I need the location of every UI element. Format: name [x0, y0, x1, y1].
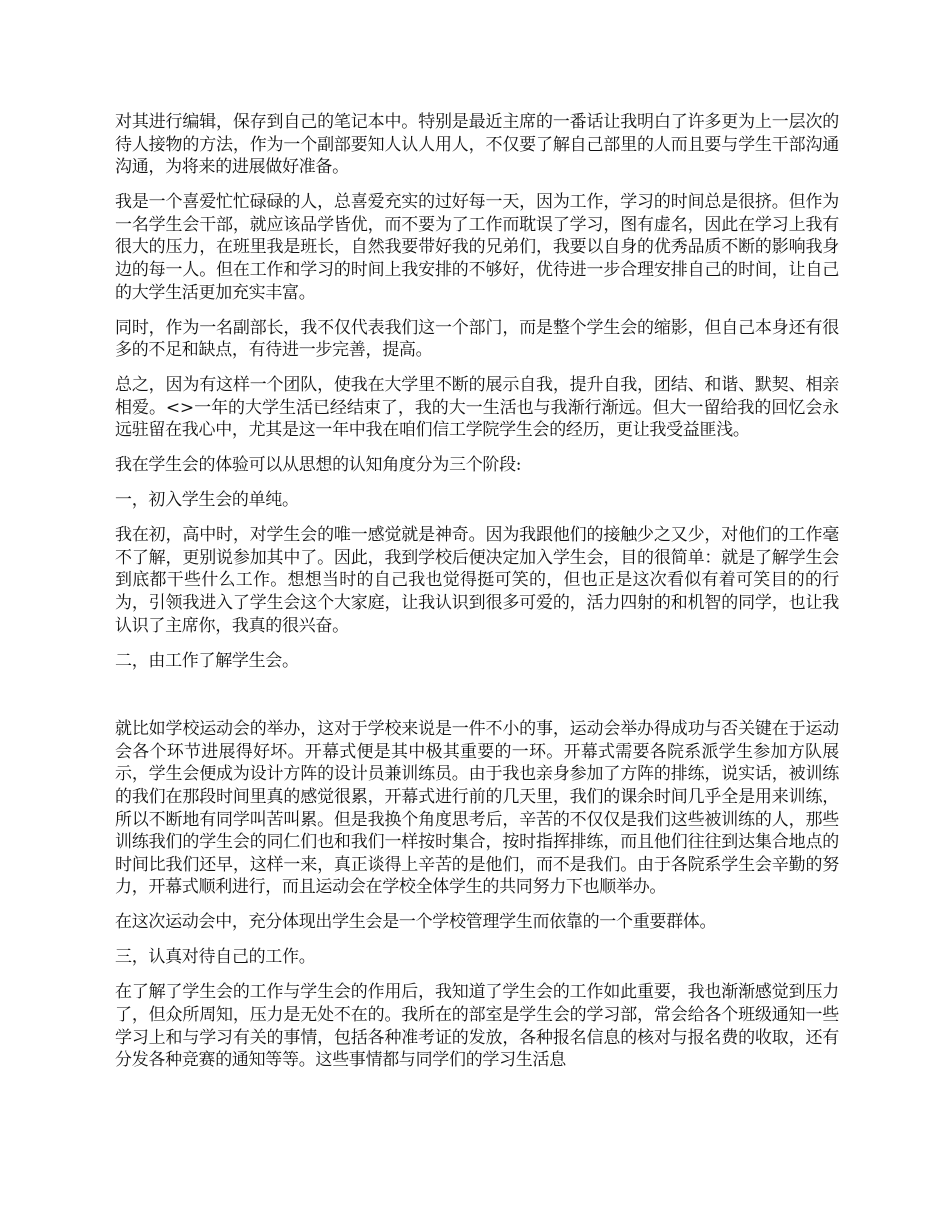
paragraph-7: 我在初，高中时，对学生会的唯一感觉就是神奇。因为我跟他们的接触少之又少，对他们的工作毫不了解，更别说参加其中了。因此，我到学校后便决定加入学生会，目的很简单：就是了解学生会到底都干些什么工作。想想当时的自己我也觉得挺可笑的，但也正是这次看似有着可笑目的的行为，引领我进入了学生会这个大家庭，让我认识到很多可爱的，活力四射的和机智的同学，也让我认识了主席你，我真的很兴奋。	[115, 525, 839, 636]
paragraph-10: 在这次运动会中，充分体现出学生会是一个学校管理学生而依靠的一个重要群体。	[115, 912, 717, 933]
paragraph-4: 总之，因为有这样一个团队，使我在大学里不断的展示自我，提升自我，团结、和谐、默契、相亲相爱。<>一年的大学生活已经结束了，我的大一生活也与我渐行渐远。但大一留给我的回忆会永远驻留在我心中，尤其是这一年中我在咱们信工学院学生会的经历，更让我受益匪浅。	[115, 375, 839, 441]
paragraph-3: 同时，作为一名副部长，我不仅代表我们这一个部门，而是整个学生会的缩影，但自己本身还有很多的不足和缺点，有待进一步完善，提高。	[115, 317, 839, 361]
document-page	[115, 111, 839, 1084]
paragraph-2: 我是一个喜爱忙忙碌碌的人，总喜爱充实的过好每一天，因为工作，学习的时间总是很挤。但作为一名学生会干部，就应该品学皆优，而不要为了工作而耽误了学习，图有虚名，因此在学习上我有很大的压力，在班里我是班长，自然我要带好我的兄弟们，我要以自身的优秀品质不断的影响我身边的每一人。但在工作和学习的时间上我安排的不够好，优待进一步合理安排自己的时间，让自己的大学生活更加充实丰富。	[115, 192, 839, 303]
section-heading-3: 三，认真对待自己的工作。	[115, 947, 316, 968]
paragraph-1: 对其进行编辑，保存到自己的笔记本中。特别是最近主席的一番话让我明白了许多更为上一层次的待人接物的方法，作为一个副部要知人认人用人，不仅要了解自己部里的人而且要与学生干部沟通沟通，为将来的进展做好准备。	[115, 112, 839, 178]
paragraph-12: 在了解了学生会的工作与学生会的作用后，我知道了学生会的工作如此重要，我也渐渐感觉到压力了，但众所周知，压力是无处不在的。我所在的部室是学生会的学习部，常会给各个班级通知一些学习上和与学习有关的事情，包括各种准考证的发放，各种报名信息的核对与报名费的收取，还有分发各种竞赛的通知等等。这些事情都与同学们的学习生活息	[115, 982, 839, 1071]
paragraph-5: 我在学生会的体验可以从思想的认知角度分为三个阶段:	[115, 455, 522, 476]
section-heading-1: 一，初入学生会的单纯。	[115, 490, 299, 511]
paragraph-9: 就比如学校运动会的举办，这对于学校来说是一件不小的事，运动会举办得成功与否关键在于运动会各个环节进展得好坏。开幕式便是其中极其重要的一环。开幕式需要各院系派学生参加方队展示，学生会便成为设计方阵的设计员兼训练员。由于我也亲身参加了方阵的排练，说实话，被训练的我们在那段时间里真的感觉很累，开幕式进行前的几天里，我们的课余时间几乎全是用来训练，所以不断地有同学叫苦叫累。但是我换个角度思考后，辛苦的不仅仅是我们这些被训练的人，那些训练我们的学生会的同仁们也和我们一样按时集合，按时指挥排练，而且他们往往到达集合地点的时间比我们还早，这样一来，真正谈得上辛苦的是他们，而不是我们。由于各院系学生会辛勤的努力，开幕式顺利进行，而且运动会在学校全体学生的共同努力下也顺举办。	[115, 719, 839, 898]
section-heading-2: 二，由工作了解学生会。	[115, 650, 299, 671]
